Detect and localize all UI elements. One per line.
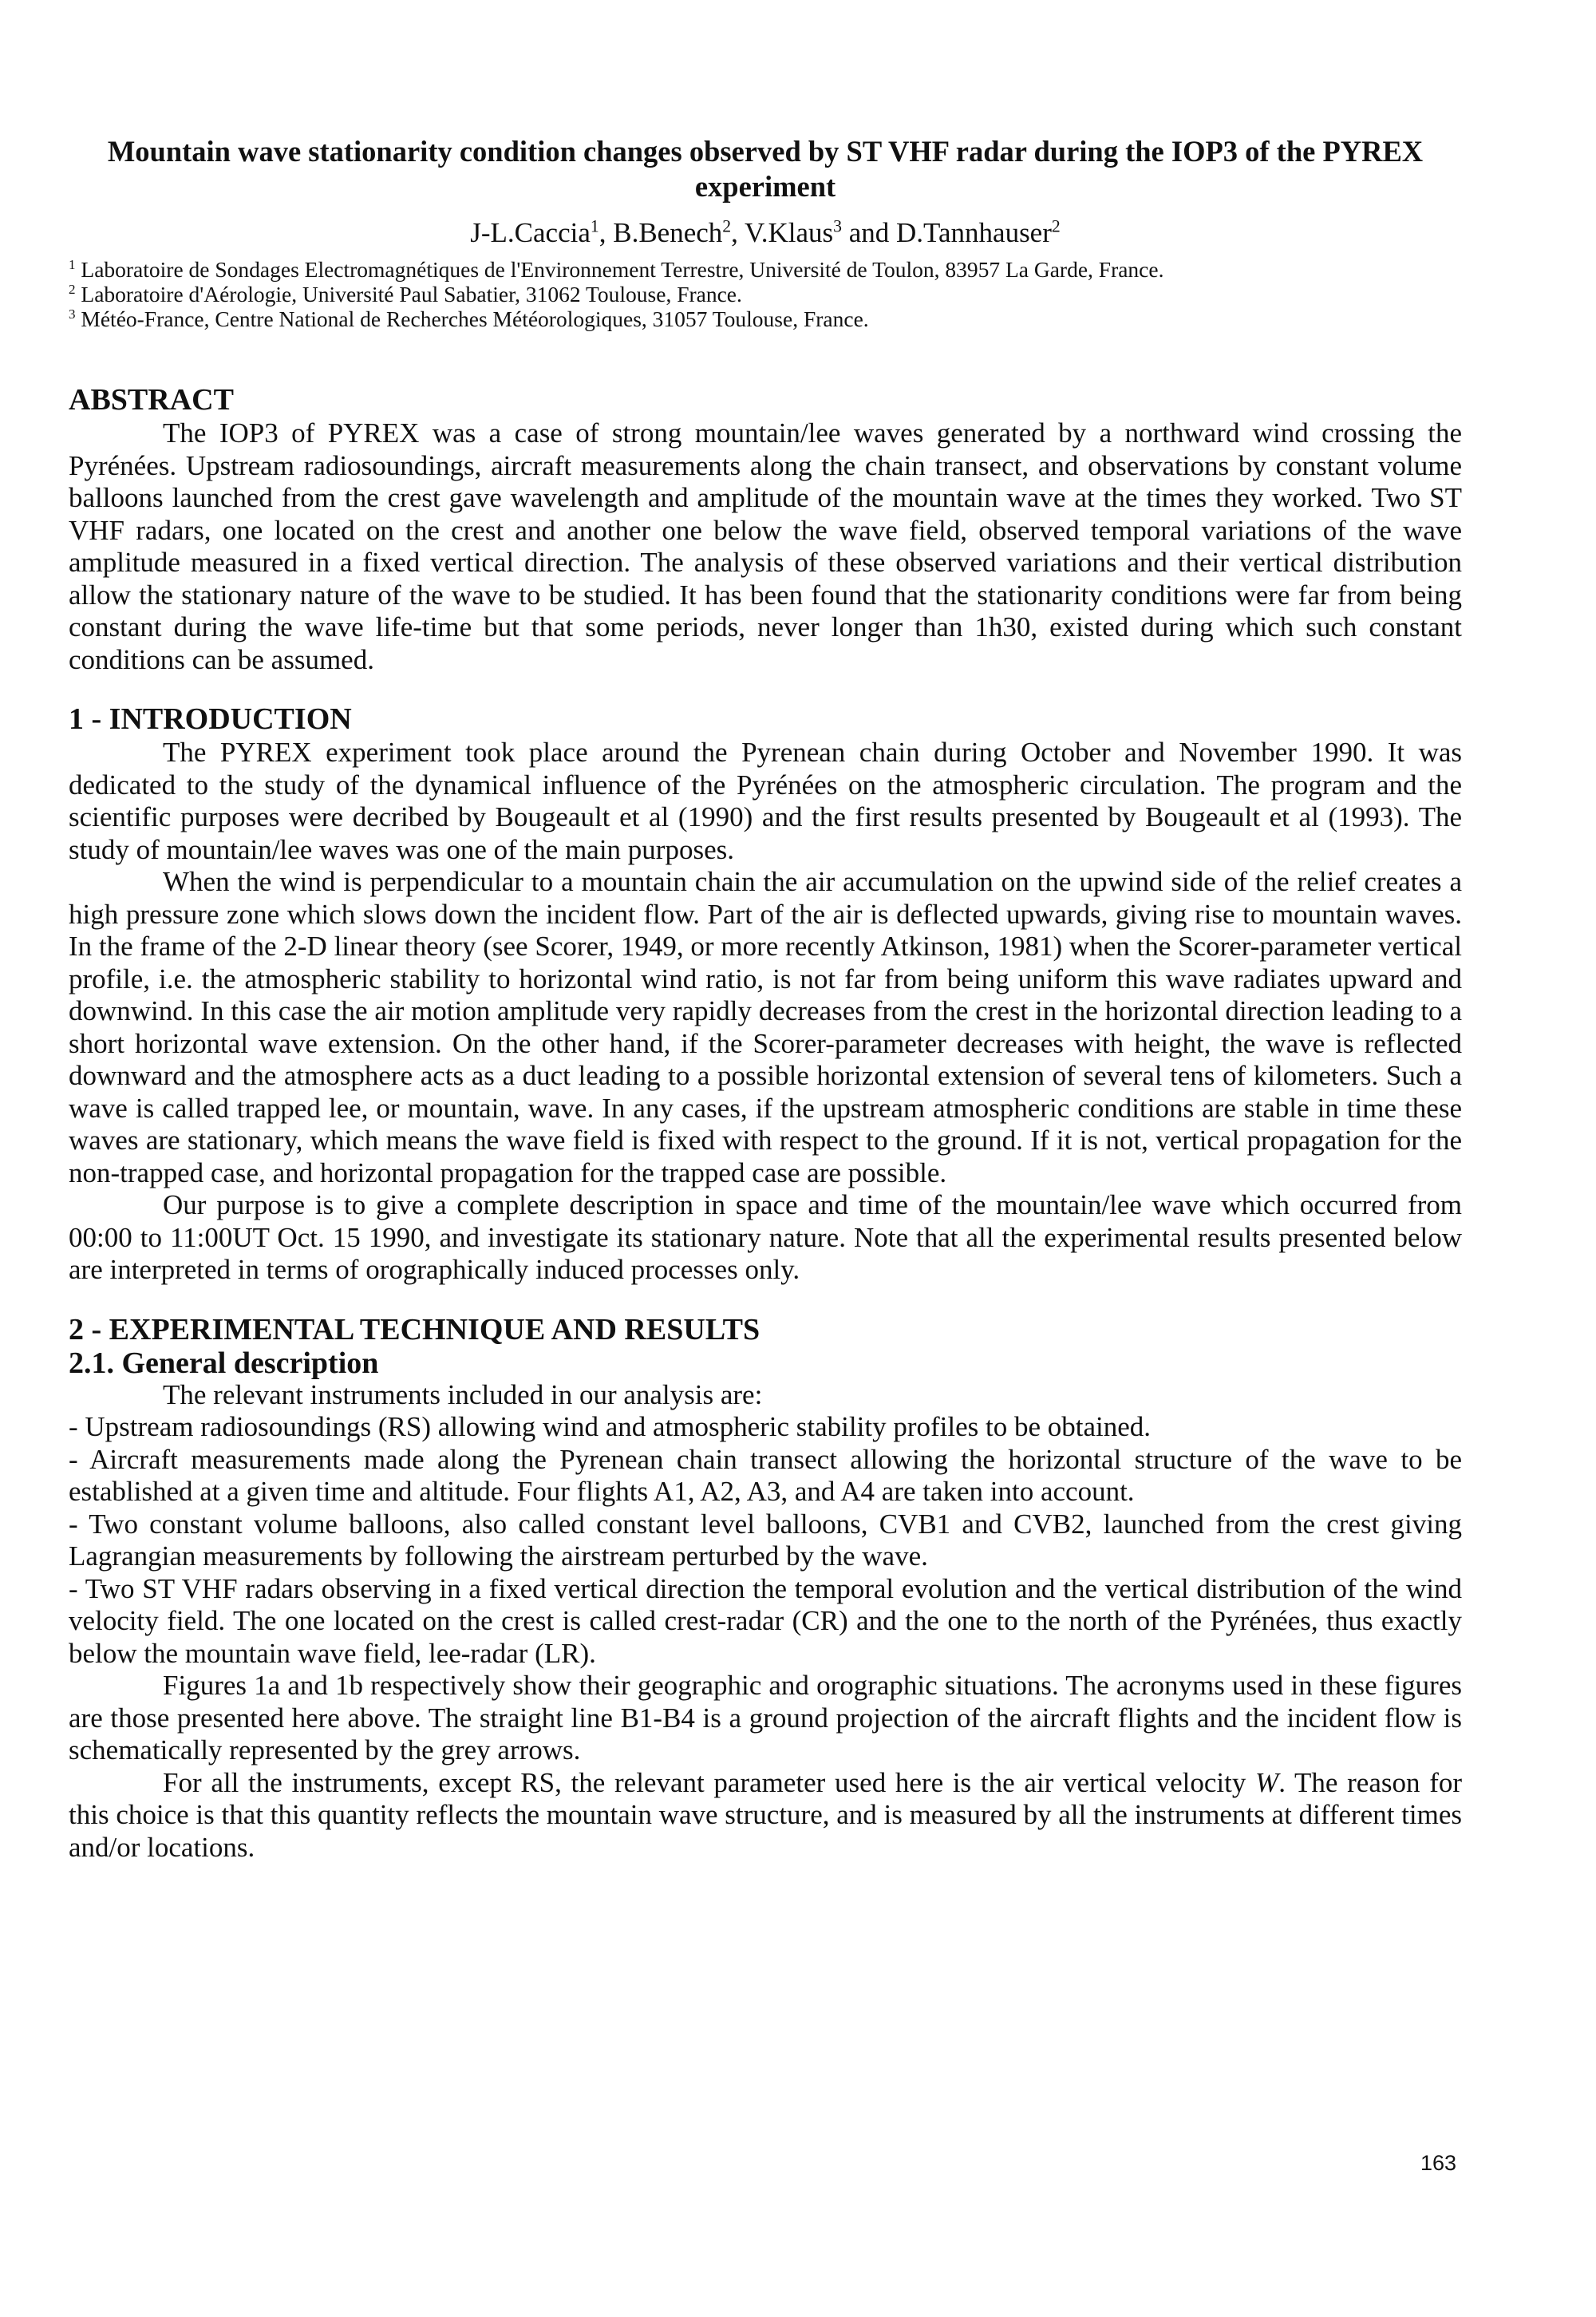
intro-paragraph-2: When the wind is perpendicular to a mountain chain the air accumulation on the upwind side of the relief creates a high pressure zone which slows down the incident flow. Part of the air is deflected upwards, giving rise to mountain waves. In the frame of the 2-D linear theory (see Scorer, 1949, or more recently Atkinson, 1981) when the Scorer-parameter vertical profile, i.e. the atmospheric stability to horizontal wind ratio, is not far from being uniform this wave radiates upward and downwind. In this case the air motion amplitude very rapidly decreases from the crest in the horizontal direction leading to a short horizontal wave extension. On the other hand, if the Scorer-parameter decreases with height, the wave is reflected downward and the atmosphere acts as a duct leading to a possible horizontal extension of several tens of kilometers. Such a wave is called trapped lee, or mountain, wave. In any cases, if the upstream atmospheric conditions are stable in time these waves are stationary, which means the wave field is fixed with respect to the ground. If it is not, vertical propagation for the non-trapped case, and horizontal propagation for the trapped case are possible.: [69, 866, 1462, 1188]
subsection-heading: 2.1. General description: [69, 1346, 379, 1380]
figures-paragraph: Figures 1a and 1b respectively show their geographic and orographic situations. The acronyms used in these figures are those presented here above. The straight line B1-B4 is a ground projection of the aircraft flights and the incident flow is schematically represented by the grey arrows.: [69, 1670, 1462, 1765]
abstract-text: The IOP3 of PYREX was a case of strong mountain/lee waves generated by a northward wind crossing the Pyrénées. Upstream radiosoundings, aircraft measurements along the chain transect, and observations by constant volume balloons launched from the crest gave wavelength and amplitude of the mountain wave at the times they worked. Two ST VHF radars, one located on the crest and another one below the wave field, observed temporal variations of the wave amplitude measured in a fixed vertical direction. The analysis of these observed variations and their vertical distribution allow the stationary nature of the wave to be studied. It has been found that the stationarity conditions were far from being constant during the wave life-time but that some periods, never longer than 1h30, existed during which such constant conditions can be assumed.: [69, 417, 1462, 675]
intro-paragraph-3: Our purpose is to give a complete description in space and time of the mountain/lee wave which occurred from 00:00 to 11:00UT Oct. 15 1990, and investigate its stationary nature. Note that all the experimental results presented below are interpreted in terms of orographically induced processes only.: [69, 1189, 1462, 1285]
author-4-sup: 2: [1051, 216, 1061, 236]
author-3-sup: 3: [833, 216, 842, 236]
section2-heading: 2 - EXPERIMENTAL TECHNIQUE AND RESULTS: [69, 1312, 760, 1346]
author-1-sup: 1: [590, 216, 599, 236]
author-3: , V.Klaus: [731, 217, 834, 248]
affiliation-2: $^2$ Laboratoire d'Aérologie, Université Paul Sabatier, 31062 Toulouse, France.: [69, 281, 742, 306]
author-4: and D.Tannhauser: [842, 217, 1052, 248]
abstract-heading: ABSTRACT: [69, 383, 234, 417]
paper-title: Mountain wave stationarity condition changes observed by ST VHF radar during the IOP3 of the PYREX experiment: [107, 135, 1424, 203]
author-2-sup: 2: [722, 216, 732, 236]
intro-heading: 1 - INTRODUCTION: [69, 702, 352, 736]
affiliation-1: $^1$ Laboratoire de Sondages Electromagnétiques de l'Environnement Terrestre, Université de Toulon, 83957 La Garde, France.: [69, 256, 1164, 282]
instrument-item-4: - Two ST VHF radars observing in a fixed vertical direction the temporal evolution and the vertical distribution of the wind velocity field. The one located on the crest is called crest-radar (CR) and the one to the north of the Pyrénées, thus exactly below the mountain wave field, lee-radar (LR).: [69, 1572, 1462, 1669]
instrument-item-1: - Upstream radiosoundings (RS) allowing wind and atmospheric stability profiles to be obtained.: [69, 1411, 1152, 1442]
page-number: 163: [1420, 2151, 1457, 2175]
vertical-velocity-paragraph: For all the instruments, except RS, the relevant parameter used here is the air vertical velocity W. The reason for this choice is that this quantity reflects the mountain wave structure, and is measured by all the instruments at different times and/or locations.: [69, 1766, 1463, 1863]
author-1: J-L.Caccia: [470, 217, 591, 248]
instruments-lead: The relevant instruments included in our analysis are:: [163, 1378, 763, 1410]
instrument-item-2: - Aircraft measurements made along the Pyrenean chain transect allowing the horizontal structure of the wave to be established at a given time and altitude. Four flights A1, A2, A3, and A4 are taken into account.: [69, 1443, 1462, 1507]
author-2: , B.Benech: [598, 217, 723, 248]
instrument-item-3: - Two constant volume balloons, also called constant level balloons, CVB1 and CVB2, launched from the crest giving Lagrangian measurements by following the airstream perturbed by the wave.: [69, 1508, 1462, 1572]
intro-paragraph-1: The PYREX experiment took place around the Pyrenean chain during October and November 1990. It was dedicated to the study of the dynamical influence of the Pyrénées on the atmospheric circulation. The program and the scientific purposes were decribed by Bougeault et al (1990) and the first results presented by Bougeault et al (1993). The study of mountain/lee waves was one of the main purposes.: [69, 737, 1462, 865]
author-line: [69, 215, 1462, 251]
affiliation-3: $^3$ Météo-France, Centre National de Recherches Météorologiques, 31057 Toulouse, France.: [69, 306, 869, 331]
w-symbol: W: [1255, 1766, 1279, 1798]
